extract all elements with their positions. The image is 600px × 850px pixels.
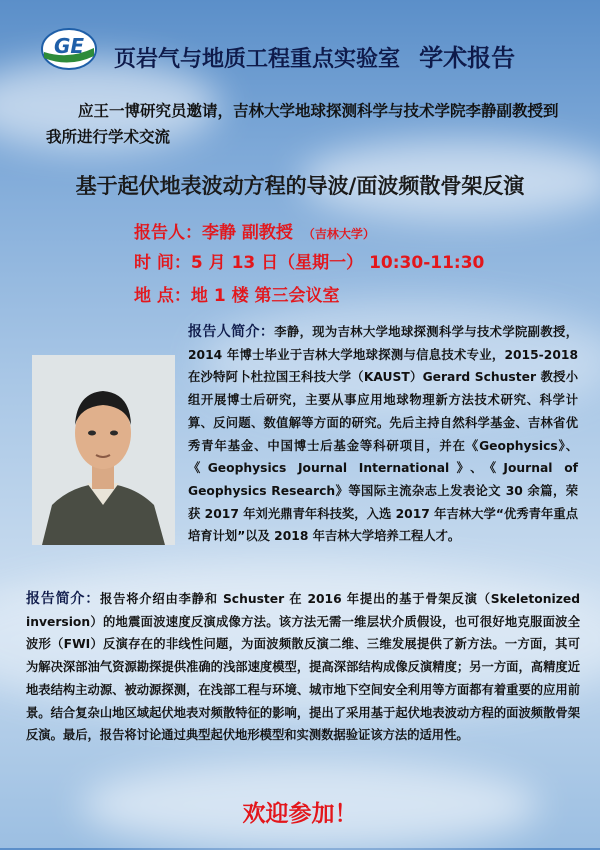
svg-text:GE: GE xyxy=(53,34,85,58)
bio-heading: 报告人简介： xyxy=(188,324,275,340)
lab-logo xyxy=(40,26,98,72)
abstract-text: 报告将介绍由李静和 Schuster 在 2016 年提出的基于骨架反演（Skeletonized inversion）的地震面波速度反演成像方法。该方法无需一维层状介质假设，也可很好地克服面波全波形（FWI）反演存在的非线性问题，为面波频散反演二维、三维发展提供了新方法。一方面，其可为解决深部油气资源勘探提供准确的浅部速度模型，提高深部结构成像反演精度；另一方面，高精度近地表结构主动源、被动源探测，在浅部工程与环境、城市地下空间安全利用等方面都有着重要的应用前景。结合复杂山地区域起伏地表对频散特征的影响，提出了采用基于起伏地表波动方程的面波频散骨架反演。最后，报告将讨论通过典型起伏地形模型和实测数据验证该方法的适用性。 xyxy=(26,592,580,743)
header xyxy=(114,38,515,73)
speaker-affiliation: （吉林大学） xyxy=(302,227,375,241)
location-line: 地 点：地 1 楼 第三会议室 xyxy=(134,286,340,306)
abstract-heading: 报告简介： xyxy=(26,591,100,607)
invitation-text: 应王一博研究员邀请，吉林大学地球探测科学与技术学院李静副教授到我所进行学术交流 xyxy=(46,102,559,146)
speaker-label: 报告人：李静 副教授 xyxy=(134,223,293,243)
welcome-text: 欢迎参加！ xyxy=(242,800,358,827)
bio-text: 李静，现为吉林大学地球探测科学与技术学院副教授，2014 年博士毕业于吉林大学地球探测与信息技术专业，2015-2018 在沙特阿卜杜拉国王科技大学（KAUST）Gerard Schuster 教授小组开展博士后研究，主要从事应用地球物理新方法技术研究、科学计算、反问题、数值解等方面的研究。先后主持自然科学基金、吉林省优秀青年基金、中国博士后基金等科研项目，并在《Geophysics》、《Geophysics Journal International》、《Journal of Geophysics Research》等国际主流杂志上发表论文 30 余篇，荣获 2017 年刘光鼎青年科技奖，入选 2017 年吉林大学“优秀青年重点培育计划”以及 2018 年吉林大学培养工程人才。 xyxy=(188,325,578,544)
talk-title: 基于起伏地表波动方程的导波/面波频散骨架反演 xyxy=(75,174,525,198)
lab-name: 页岩气与地质工程重点实验室 xyxy=(114,47,401,72)
speaker-photo xyxy=(32,355,175,545)
speaker-line xyxy=(134,218,375,243)
talk-abstract xyxy=(26,588,580,747)
report-label: 学术报告 xyxy=(419,44,516,72)
time-line: 时 间：5 月 13 日（星期一） 10:30-11:30 xyxy=(134,253,485,273)
speaker-bio xyxy=(188,321,578,548)
